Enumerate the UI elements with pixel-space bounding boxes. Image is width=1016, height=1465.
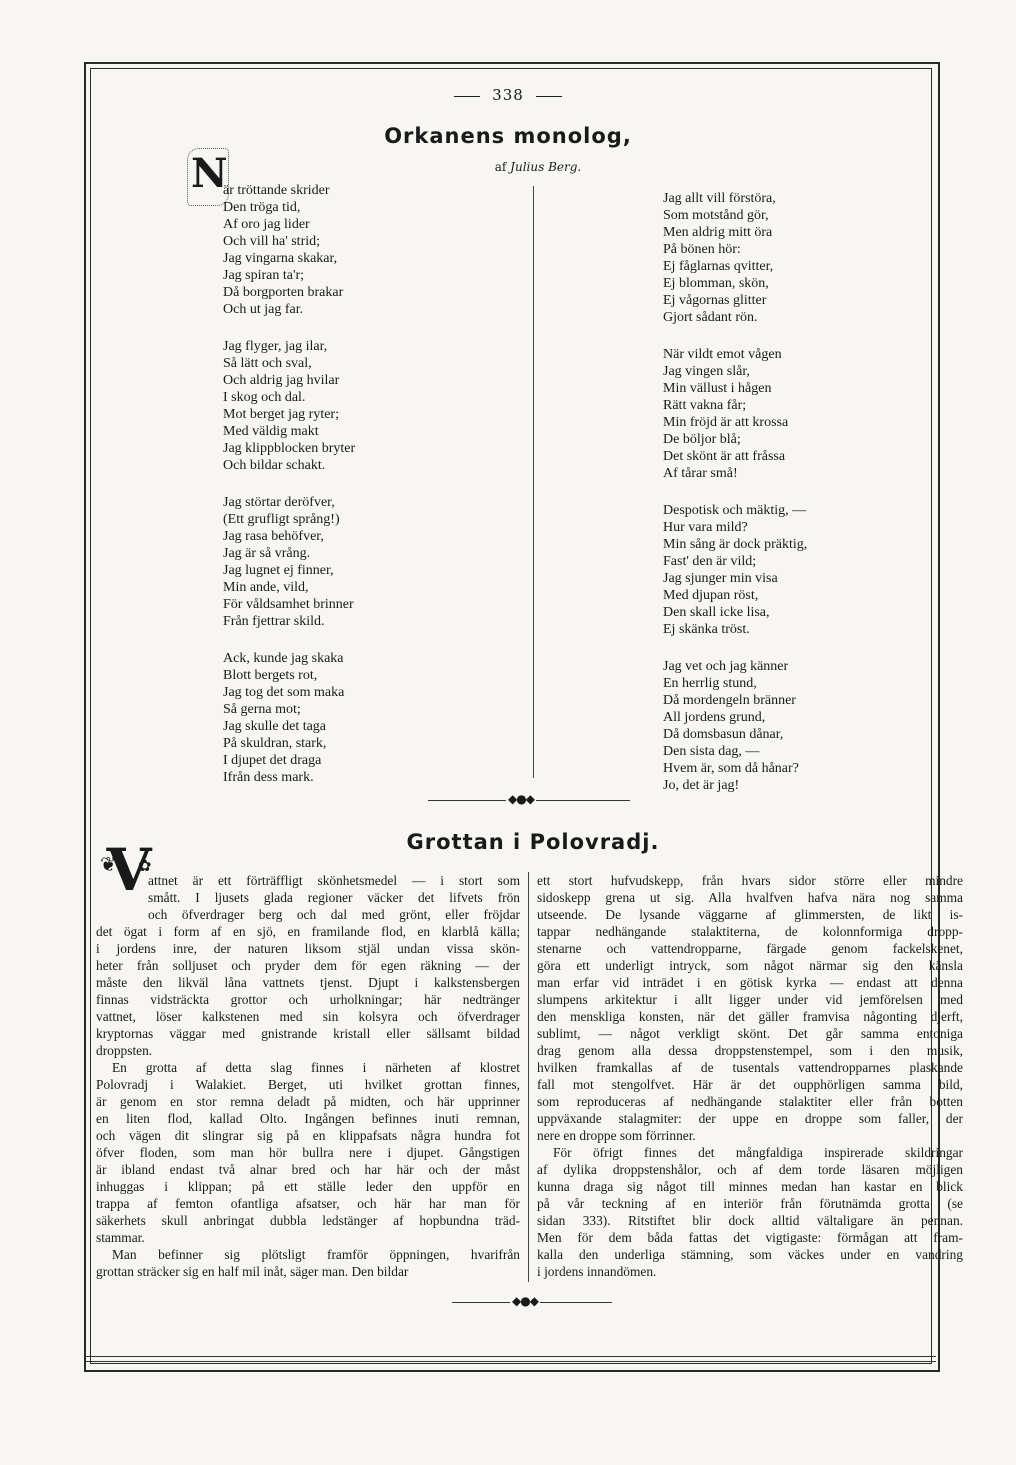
poem-line: Jag tog det som maka [223,685,345,700]
poem-line: Blott bergets rot, [223,668,318,683]
article-left-column [96,872,520,1280]
poem-right-column [663,190,807,814]
article-line: stenarne och vattendropparne, färgade genom fackelskenet, [537,941,963,956]
article-line: droppsten. [96,1043,153,1058]
poem-line: Jag spiran ta'r; [223,268,305,283]
article-title: Grottan i Polovradj. [406,830,660,854]
poem-line: Min fröjd är att krossa [663,415,789,430]
poem-line: Af tårar små! [663,466,738,481]
poem-line: Ej skänka tröst. [663,622,750,637]
poem-line: Så lätt och sval, [223,356,312,371]
article-line: hvilken framkallas af de tusentals vattendropparnes plaskande [537,1060,963,1075]
poem-line: Den tröga tid, [223,200,301,215]
article-line: uppväxande stalagmiter: der uppe en droppe som faller, der [537,1111,963,1126]
page-bottom-rule [84,1356,936,1362]
poem-line: Jo, det är jag! [663,778,740,793]
article-line: finnas vidsträckta grottor och urholkningar; här nedtränger [96,992,520,1007]
article-line: En grotta af detta slag finnes i närheten af klostret [112,1060,520,1075]
poem-line: Som motstånd gör, [663,208,769,223]
poem-line: Jag vingarna skakar, [223,251,338,266]
poem-line: Min vällust i hågen [663,381,772,396]
poem-line: Och vill ha' strid; [223,234,321,249]
poem-line: När vildt emot vågen [663,347,782,362]
poem-line: Despotisk och mäktig, — [663,503,807,518]
poem-line: Och bildar schakt. [223,458,326,473]
poem-line: Och aldrig jag hvilar [223,373,340,388]
poem-line: Hur vara mild? [663,520,748,535]
article-line: nere en droppe som förrinner. [537,1128,696,1143]
page-number: 338 [0,86,1016,104]
article-line: grottan sträcker sig en half mil inåt, säger man. Den bildar [96,1264,409,1279]
article-column-divider [528,872,529,1282]
poem-line: (Ett grufligt språng!) [223,512,340,527]
poem-line: Med väldig makt [223,424,319,439]
ornament-glyph-top: ◆●◆ [508,792,534,806]
poem-line: En herrlig stund, [663,676,757,691]
poem-line: Från fjettrar skild. [223,614,325,629]
poem-line: Ack, kunde jag skaka [223,651,344,666]
poem-line: Jag är så vrång. [223,546,311,561]
poem-line: Min ande, vild, [223,580,309,595]
poem-line: Den sista dag, — [663,744,760,759]
article-line: kryptornas väggar med gnistrande kristall eller sällsamt bildad [96,1026,520,1041]
poem-line: Ej fåglarnas qvitter, [663,259,774,274]
article-line: Man befinner sig plötsligt framför öppningen, hvarifrån [112,1247,520,1262]
poem-title: Orkanens monolog, [384,124,632,148]
poem-line: Af oro jag lider [223,217,310,232]
poem-stanza [223,494,355,630]
poem-stanza [223,182,355,318]
poem-line: Jag vingen slår, [663,364,750,379]
article-line: i jordens inre, der naturen liksom stjäl undan vissa skön- [96,941,520,956]
ornament-glyph-bottom: ◆●◆ [512,1294,538,1308]
poem-line: För våldsamhet brinner [223,597,354,612]
poem-line: Då borgporten brakar [223,285,344,300]
poem-line: De böljor blå; [663,432,741,447]
article-right-column [537,872,963,1280]
poem-line: är tröttande skrider [223,183,330,198]
poem-line: Ifrån dess mark. [223,770,314,785]
article-line: För öfrigt finnes det mångfaldiga inspirerade skildringar [553,1145,963,1160]
poem-drop-cap: N [191,144,225,206]
article-line: är ibland endast två alnar bred och har här och der måst [96,1162,520,1177]
article-line: och vägen dit slingrar sig på en klippafsats några hundra fot [96,1128,520,1143]
article-line: som reproduceras af nedhängande stalaktiter eller från botten [537,1094,963,1109]
article-line: smått. I ljusets glada regioner väcker det lifvets frön [148,890,520,905]
article-line: utseende. De lysande väggarne af glimmersten, de likt is- [537,907,963,922]
poem-line: I djupet det draga [223,753,322,768]
poem-line: Jag skulle det taga [223,719,327,734]
article-line: på vår teckning af en interiör från förutnämda grotta (se [537,1196,963,1211]
poem-line: Mot berget jag ryter; [223,407,339,422]
poem-line: All jordens grund, [663,710,766,725]
article-line: kalla den underliga stämning, som väckes under en vandring [537,1247,963,1262]
poem-stanza [663,346,807,482]
article-line: är genom en stor remna deladt på midten, och här upprinner [96,1094,520,1109]
article-line: sidoskepp grena ut sig. Alla hvalfven hafva nära nog samma [537,890,963,905]
article-line: fall mot stengolfvet. Här är det oupphörligen samma bild, [537,1077,963,1092]
poem-stanza [663,502,807,638]
poem-line: Fast' den är vild; [663,554,757,569]
poem-line: Med djupan röst, [663,588,759,603]
poem-left-column [223,182,355,806]
article-line: stammar. [96,1230,145,1245]
article-line: och öfverdrager berg och dal med grönt, eller fröjdar [148,907,520,922]
poem-line: Jag rasa behöfver, [223,529,324,544]
poem-line: Jag sjunger min visa [663,571,778,586]
poem-line: Jag allt vill förstöra, [663,191,776,206]
poem-stanza [223,650,355,786]
poem-line: I skog och dal. [223,390,306,405]
article-line: vattnet, löser kalkstenen med sin kolsyra och öfverdrager [96,1009,520,1024]
article-line: tappar nedhängande stalaktiterna, de kolonnformiga dropp- [537,924,963,939]
poem-line: Jag lugnet ej finner, [223,563,334,578]
article-line: attnet är ett förträffligt skönhetsmedel — i stort som [148,873,520,888]
poem-line: Rätt vakna får; [663,398,747,413]
poem-stanza [663,658,807,794]
poem-line: Ej blomman, skön, [663,276,769,291]
article-line: sublimt, — något verkligt skönt. Det går samma entoniga [537,1026,963,1041]
article-line: heter från solljuset och pryder dem för egen räkning — der [96,958,520,973]
article-line: man erfar vid inträdet i en götisk kyrka — endast att denna [537,975,963,990]
article-line: slumpens arkitektur i allt ligger under vid jemförelsen med [537,992,963,1007]
article-line: Polovradj i Walakiet. Berget, uti hvilket grottan finnes, [96,1077,520,1092]
poem-line: Ej vågornas glitter [663,293,767,308]
poem-line: Då domsbasun dånar, [663,727,784,742]
poem-line: Min sång är dock präktig, [663,537,808,552]
article-line: drag genom alla dessa droppstenstempel, som i den musik, [537,1043,963,1058]
article-line: måste den likväl låna vattnets tjenst. Djupt i kalkstensbergen [96,975,520,990]
article-line: af dylika droppstenshålor, och af dem torde läsaren möjligen [537,1162,963,1177]
poem-author: af Julius Berg. [494,160,582,174]
article-line: ett stort hufvudskepp, från hvars sidor större eller mindre [537,873,963,888]
article-line: det ögat i form af en sjö, en framilande flod, en klarblå källa; [96,924,520,939]
poem-line: Jag störtar deröfver, [223,495,335,510]
article-line: en liten flod, kallad Olto. Ingången befinnes inuti remnan, [96,1111,520,1126]
article-drop-cap: ❦ V ✿ [98,832,160,916]
article-line: inhuggas i klippan; på ett ställe leder den uppför en [96,1179,520,1194]
poem-line: Då mordengeln bränner [663,693,796,708]
poem-stanza [223,338,355,474]
article-line: säkerhets skull anbringat dubbla ledstänger af hopbundna träd- [96,1213,520,1228]
poem-line: Så gerna mot; [223,702,301,717]
poem-line: Det skönt är att fråssa [663,449,786,464]
article-line: trappa af femton ofantliga afsatser, och här har man för [96,1196,520,1211]
poem-line: Jag flyger, jag ilar, [223,339,328,354]
poem-stanza [663,190,807,326]
poem-line: Jag klippblocken bryter [223,441,356,456]
poem-column-divider [533,186,534,778]
article-line: sidan 333). Ritstiftet blir dock alltid vältaligare än pennan. [537,1213,963,1228]
poem-line: Och ut jag far. [223,302,304,317]
poem-line: På skuldran, stark, [223,736,327,751]
article-line: i jordens innandömen. [537,1264,657,1279]
poem-line: Gjort sådant rön. [663,310,758,325]
poem-line: Den skall icke lisa, [663,605,770,620]
article-line: öfver floden, som man hör bullra nere i djupet. Gångstigen [96,1145,520,1160]
poem-line: Hvem är, som då hånar? [663,761,799,776]
poem-line: Jag vet och jag känner [663,659,789,674]
article-line: göra ett underligt intryck, som något närmar sig den känsla [537,958,963,973]
poem-line: Men aldrig mitt öra [663,225,773,240]
article-line: den menskliga konsten, när det gäller framvisa någonting djerft, [537,1009,963,1024]
poem-line: På bönen hör: [663,242,741,257]
article-line: kunna draga sig något till minnes medan han kastar en blick [537,1179,963,1194]
article-line: Men för dem båda fattas det vigtigaste: förmågan att fram- [537,1230,963,1245]
